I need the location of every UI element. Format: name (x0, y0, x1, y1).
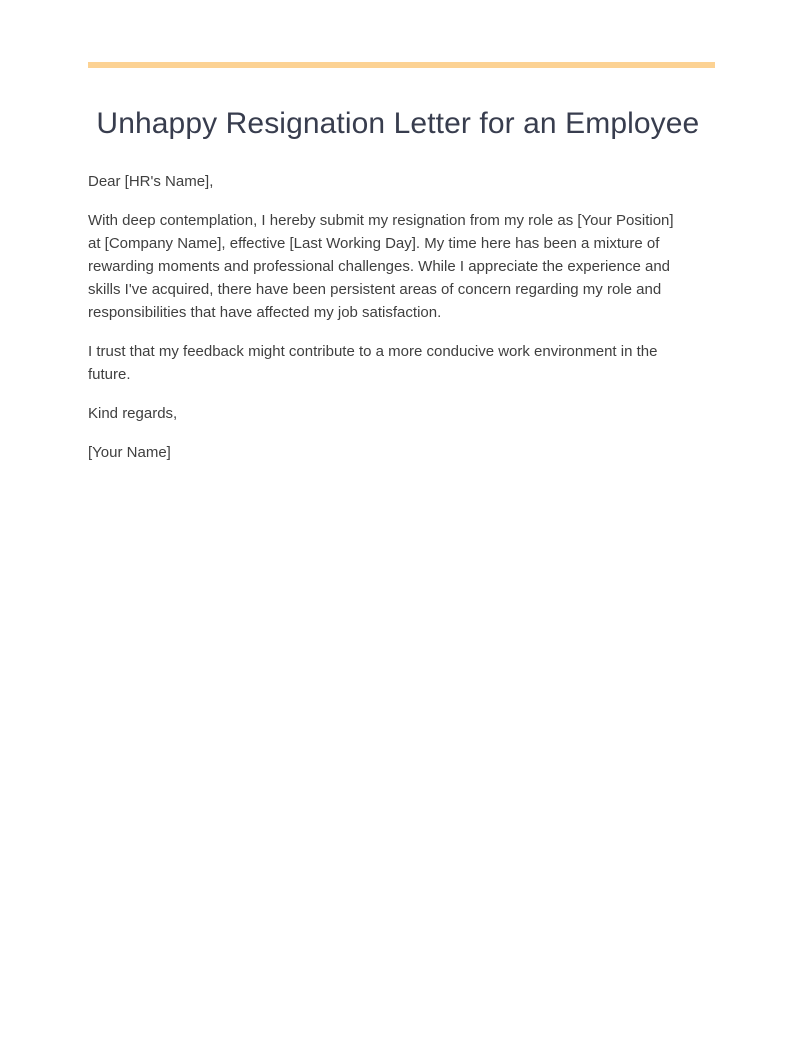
top-accent-bar (88, 62, 715, 68)
letter-body (88, 170, 684, 464)
feedback-paragraph: I trust that my feedback might contribute to a more conducive work environment in the future. (88, 343, 658, 383)
signature-paragraph: [Your Name] (88, 444, 171, 461)
closing-paragraph: Kind regards, (88, 405, 178, 422)
page-title: Unhappy Resignation Letter for an Employee (88, 107, 700, 140)
resignation-body-paragraph: With deep contemplation, I hereby submit my resignation from my role as [Your Position] at [Company Name], effective [Last Working Day]. My time here has been a mixture of rewarding moments and professional challenges. While I appreciate the experience and skills I've acquired, there have been persistent areas of concern regarding my role and responsibilities that have affected my job satisfaction. (88, 212, 674, 321)
salutation-paragraph: Dear [HR's Name], (88, 173, 214, 190)
letter-content (88, 104, 700, 464)
